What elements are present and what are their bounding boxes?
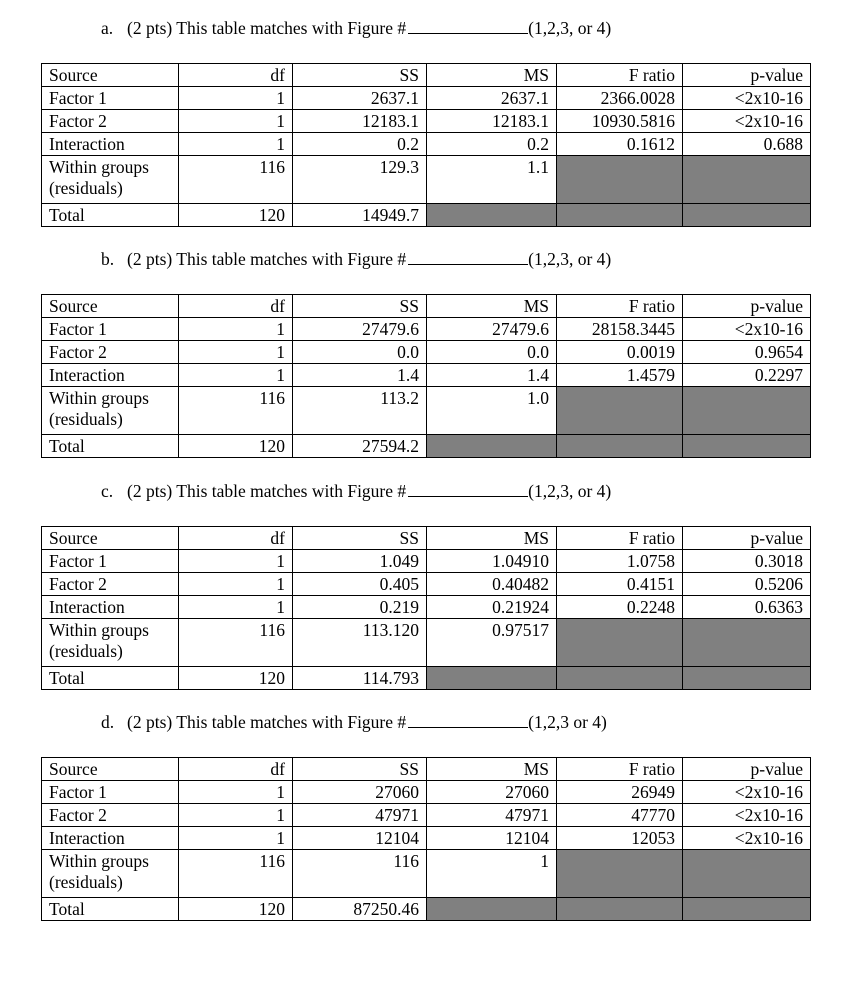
table-header-row	[42, 295, 811, 318]
cell-f-ratio: 0.1612	[557, 133, 683, 156]
cell-ms: 0.2	[427, 133, 557, 156]
header-f-ratio: F ratio	[557, 527, 683, 550]
cell-ms: 12183.1	[427, 110, 557, 133]
header-ms: MS	[427, 527, 557, 550]
cell-ss: 12104	[293, 827, 427, 850]
table-row	[42, 133, 811, 156]
cell-ss: 1.049	[293, 550, 427, 573]
table-row	[42, 850, 811, 898]
table-row	[42, 596, 811, 619]
header-p-value: p-value	[683, 64, 811, 87]
table-header-row	[42, 527, 811, 550]
question-letter: a.	[101, 18, 114, 38]
cell-df: 116	[179, 850, 293, 898]
question-b	[101, 249, 611, 270]
cell-source: Interaction	[42, 133, 179, 156]
cell-ms: 1.4	[427, 364, 557, 387]
cell-ms: 0.21924	[427, 596, 557, 619]
cell-f-ratio: 1.0758	[557, 550, 683, 573]
cell-ss: 113.2	[293, 387, 427, 435]
cell-df: 1	[179, 596, 293, 619]
table-row	[42, 156, 811, 204]
question-a	[101, 18, 611, 39]
cell-source: Total	[42, 898, 179, 921]
header-p-value: p-value	[683, 527, 811, 550]
cell-empty	[683, 387, 811, 435]
header-ss: SS	[293, 295, 427, 318]
cell-f-ratio: 1.4579	[557, 364, 683, 387]
cell-ss: 47971	[293, 804, 427, 827]
cell-source: Total	[42, 204, 179, 227]
table-row	[42, 341, 811, 364]
cell-empty	[683, 850, 811, 898]
cell-df: 120	[179, 667, 293, 690]
question-letter: b.	[101, 249, 115, 269]
header-p-value: p-value	[683, 758, 811, 781]
cell-p-value: 0.9654	[683, 341, 811, 364]
cell-empty	[557, 204, 683, 227]
cell-df: 1	[179, 364, 293, 387]
cell-df: 1	[179, 550, 293, 573]
cell-empty	[427, 898, 557, 921]
cell-f-ratio: 0.2248	[557, 596, 683, 619]
cell-p-value: 0.5206	[683, 573, 811, 596]
cell-source: Factor 2	[42, 573, 179, 596]
cell-ss: 27060	[293, 781, 427, 804]
cell-empty	[683, 619, 811, 667]
cell-ms: 0.97517	[427, 619, 557, 667]
table-row	[42, 364, 811, 387]
question-letter: c.	[101, 481, 114, 501]
question-text: (2 pts) This table matches with Figure #	[127, 481, 407, 501]
anova-table-d	[41, 757, 811, 921]
cell-f-ratio: 0.0019	[557, 341, 683, 364]
cell-ss: 129.3	[293, 156, 427, 204]
table-row	[42, 898, 811, 921]
cell-source: Within groups (residuals)	[42, 850, 179, 898]
table-row	[42, 667, 811, 690]
cell-empty	[683, 204, 811, 227]
cell-empty	[683, 435, 811, 458]
table-row	[42, 573, 811, 596]
cell-f-ratio: 28158.3445	[557, 318, 683, 341]
cell-df: 120	[179, 204, 293, 227]
cell-source: Within groups (residuals)	[42, 387, 179, 435]
question-choices: (1,2,3, or 4)	[528, 249, 612, 269]
header-ss: SS	[293, 527, 427, 550]
table-row	[42, 827, 811, 850]
table-row	[42, 619, 811, 667]
cell-df: 1	[179, 341, 293, 364]
cell-ms: 27060	[427, 781, 557, 804]
cell-empty	[427, 435, 557, 458]
header-f-ratio: F ratio	[557, 758, 683, 781]
header-df: df	[179, 758, 293, 781]
cell-f-ratio: 26949	[557, 781, 683, 804]
cell-p-value: <2x10-16	[683, 110, 811, 133]
cell-source: Within groups (residuals)	[42, 156, 179, 204]
cell-ss: 113.120	[293, 619, 427, 667]
answer-blank[interactable]	[408, 19, 528, 34]
answer-blank[interactable]	[408, 482, 528, 497]
cell-empty	[427, 204, 557, 227]
cell-empty	[683, 667, 811, 690]
header-source: Source	[42, 64, 179, 87]
question-c	[101, 481, 611, 502]
answer-blank[interactable]	[408, 713, 528, 728]
cell-df: 1	[179, 804, 293, 827]
cell-ss: 1.4	[293, 364, 427, 387]
table-row	[42, 318, 811, 341]
table-row	[42, 387, 811, 435]
table-row	[42, 204, 811, 227]
table-header-row	[42, 758, 811, 781]
cell-ms: 12104	[427, 827, 557, 850]
cell-ss: 87250.46	[293, 898, 427, 921]
cell-source: Factor 1	[42, 318, 179, 341]
cell-ms: 47971	[427, 804, 557, 827]
header-source: Source	[42, 758, 179, 781]
cell-source: Factor 1	[42, 550, 179, 573]
cell-f-ratio: 10930.5816	[557, 110, 683, 133]
cell-empty	[557, 619, 683, 667]
answer-blank[interactable]	[408, 250, 528, 265]
cell-p-value: <2x10-16	[683, 318, 811, 341]
cell-source: Factor 1	[42, 87, 179, 110]
cell-df: 120	[179, 898, 293, 921]
table-row	[42, 110, 811, 133]
cell-ss: 0.0	[293, 341, 427, 364]
cell-empty	[557, 435, 683, 458]
cell-f-ratio: 0.4151	[557, 573, 683, 596]
cell-df: 1	[179, 318, 293, 341]
table-row	[42, 550, 811, 573]
header-ss: SS	[293, 758, 427, 781]
question-letter: d.	[101, 712, 115, 732]
cell-source: Total	[42, 667, 179, 690]
question-text: (2 pts) This table matches with Figure #	[127, 249, 407, 269]
cell-p-value: <2x10-16	[683, 827, 811, 850]
cell-df: 116	[179, 156, 293, 204]
cell-df: 1	[179, 110, 293, 133]
header-ms: MS	[427, 64, 557, 87]
header-ms: MS	[427, 295, 557, 318]
cell-df: 1	[179, 827, 293, 850]
cell-p-value: 0.6363	[683, 596, 811, 619]
cell-ss: 114.793	[293, 667, 427, 690]
cell-p-value: <2x10-16	[683, 804, 811, 827]
header-f-ratio: F ratio	[557, 295, 683, 318]
cell-df: 1	[179, 133, 293, 156]
cell-source: Total	[42, 435, 179, 458]
cell-ms: 1.0	[427, 387, 557, 435]
cell-df: 116	[179, 619, 293, 667]
header-source: Source	[42, 527, 179, 550]
cell-source: Interaction	[42, 596, 179, 619]
question-choices: (1,2,3 or 4)	[528, 712, 607, 732]
table-row	[42, 804, 811, 827]
cell-p-value: 0.2297	[683, 364, 811, 387]
cell-source: Interaction	[42, 364, 179, 387]
cell-p-value: <2x10-16	[683, 781, 811, 804]
cell-p-value: 0.3018	[683, 550, 811, 573]
cell-ss: 116	[293, 850, 427, 898]
cell-f-ratio: 47770	[557, 804, 683, 827]
cell-ms: 0.40482	[427, 573, 557, 596]
cell-empty	[427, 667, 557, 690]
header-df: df	[179, 295, 293, 318]
header-f-ratio: F ratio	[557, 64, 683, 87]
cell-ms: 2637.1	[427, 87, 557, 110]
cell-empty	[683, 898, 811, 921]
question-choices: (1,2,3, or 4)	[528, 18, 612, 38]
cell-ms: 0.0	[427, 341, 557, 364]
cell-empty	[557, 387, 683, 435]
question-text: (2 pts) This table matches with Figure #	[127, 712, 407, 732]
question-choices: (1,2,3, or 4)	[528, 481, 612, 501]
question-d	[101, 712, 607, 733]
cell-ss: 14949.7	[293, 204, 427, 227]
table-row	[42, 87, 811, 110]
cell-f-ratio: 2366.0028	[557, 87, 683, 110]
table-row	[42, 781, 811, 804]
cell-source: Interaction	[42, 827, 179, 850]
cell-p-value: 0.688	[683, 133, 811, 156]
header-ms: MS	[427, 758, 557, 781]
header-p-value: p-value	[683, 295, 811, 318]
header-source: Source	[42, 295, 179, 318]
cell-source: Factor 2	[42, 804, 179, 827]
cell-empty	[557, 156, 683, 204]
cell-ss: 0.405	[293, 573, 427, 596]
header-df: df	[179, 527, 293, 550]
anova-table-a	[41, 63, 811, 227]
cell-ss: 0.219	[293, 596, 427, 619]
cell-p-value: <2x10-16	[683, 87, 811, 110]
header-df: df	[179, 64, 293, 87]
cell-ms: 27479.6	[427, 318, 557, 341]
cell-ss: 27479.6	[293, 318, 427, 341]
table-header-row	[42, 64, 811, 87]
cell-source: Factor 1	[42, 781, 179, 804]
cell-ss: 12183.1	[293, 110, 427, 133]
table-row	[42, 435, 811, 458]
cell-source: Within groups (residuals)	[42, 619, 179, 667]
cell-empty	[557, 898, 683, 921]
cell-df: 1	[179, 573, 293, 596]
cell-source: Factor 2	[42, 110, 179, 133]
cell-ss: 27594.2	[293, 435, 427, 458]
cell-ms: 1	[427, 850, 557, 898]
cell-empty	[557, 667, 683, 690]
cell-df: 1	[179, 87, 293, 110]
cell-df: 120	[179, 435, 293, 458]
cell-ss: 2637.1	[293, 87, 427, 110]
cell-df: 116	[179, 387, 293, 435]
cell-empty	[683, 156, 811, 204]
cell-ss: 0.2	[293, 133, 427, 156]
cell-empty	[557, 850, 683, 898]
cell-f-ratio: 12053	[557, 827, 683, 850]
header-ss: SS	[293, 64, 427, 87]
cell-source: Factor 2	[42, 341, 179, 364]
cell-df: 1	[179, 781, 293, 804]
anova-table-c	[41, 526, 811, 690]
anova-table-b	[41, 294, 811, 458]
cell-ms: 1.1	[427, 156, 557, 204]
question-text: (2 pts) This table matches with Figure #	[127, 18, 407, 38]
cell-ms: 1.04910	[427, 550, 557, 573]
